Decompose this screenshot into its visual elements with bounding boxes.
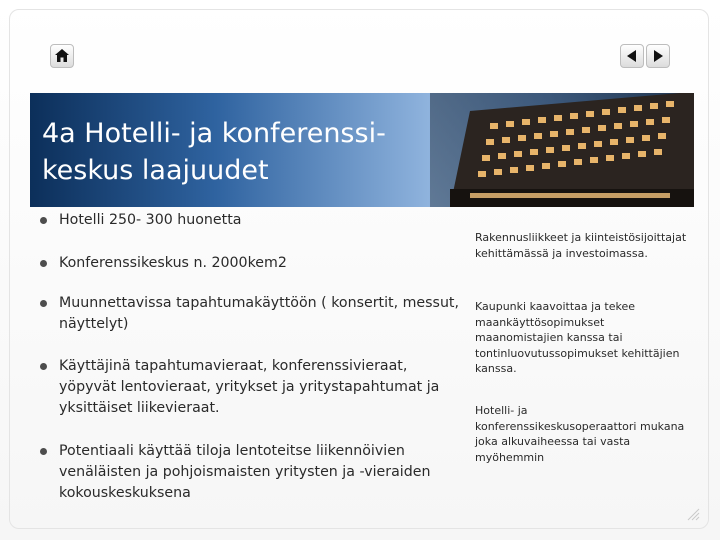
bullet-dot-icon xyxy=(40,217,47,224)
slide-title xyxy=(42,115,472,189)
side-note-developers: Rakennusliikkeet ja kiinteistösijoittajat kehittämässä ja investoimassa. xyxy=(475,231,687,260)
triangle-left-icon xyxy=(627,47,637,66)
bullet-item xyxy=(40,356,460,419)
bullet-item xyxy=(40,253,460,274)
side-note-city: Kaupunki kaavoittaa ja tekee maankäyttösopimukset maanomistajien kanssa tai tontinluovutussopimukset kehittäjien kanssa. xyxy=(475,300,680,375)
previous-slide-button[interactable] xyxy=(620,44,644,68)
bullet-text: Käyttäjinä tapahtumavieraat, konferenssivieraat, yöpyvät lentovieraat, yritykset ja yritystapahtumat ja yksittäiset liikevieraat. xyxy=(59,358,440,416)
next-slide-button[interactable] xyxy=(646,44,670,68)
bullet-item xyxy=(40,210,460,231)
bullet-text: Potentiaali käyttää tiloja lentoteitse liikennöivien venäläisten ja pohjoismaisten yritysten ja -vieraiden kokouskeskuksena xyxy=(59,443,431,501)
bullet-item xyxy=(40,441,460,504)
bullet-text: Hotelli 250- 300 huonetta xyxy=(59,212,242,228)
side-note-operator: Hotelli- ja konferenssikeskusoperaattori mukana joka alkuvaiheessa tai vasta myöhemmin xyxy=(475,404,685,464)
bullet-dot-icon xyxy=(40,363,47,370)
triangle-right-icon xyxy=(653,47,663,66)
bullet-text: Muunnettavissa tapahtumakäyttöön ( konsertit, messut, näyttelyt) xyxy=(59,295,460,332)
bullet-text: Konferenssikeskus n. 2000kem2 xyxy=(59,255,287,271)
bullet-item xyxy=(40,293,460,335)
slide-title-line-1: 4a Hotelli- ja konferenssi- xyxy=(42,118,386,149)
top-navigation-bar xyxy=(30,30,694,90)
slide-title-line-2: keskus laajuudet xyxy=(42,155,269,186)
home-icon xyxy=(55,47,69,66)
bullet-dot-icon xyxy=(40,260,47,267)
hotel-building-image xyxy=(430,93,694,207)
resize-grip-icon[interactable] xyxy=(686,506,700,525)
home-button[interactable] xyxy=(50,44,74,68)
title-banner xyxy=(30,93,694,207)
bullet-dot-icon xyxy=(40,300,47,307)
bullet-dot-icon xyxy=(40,448,47,455)
